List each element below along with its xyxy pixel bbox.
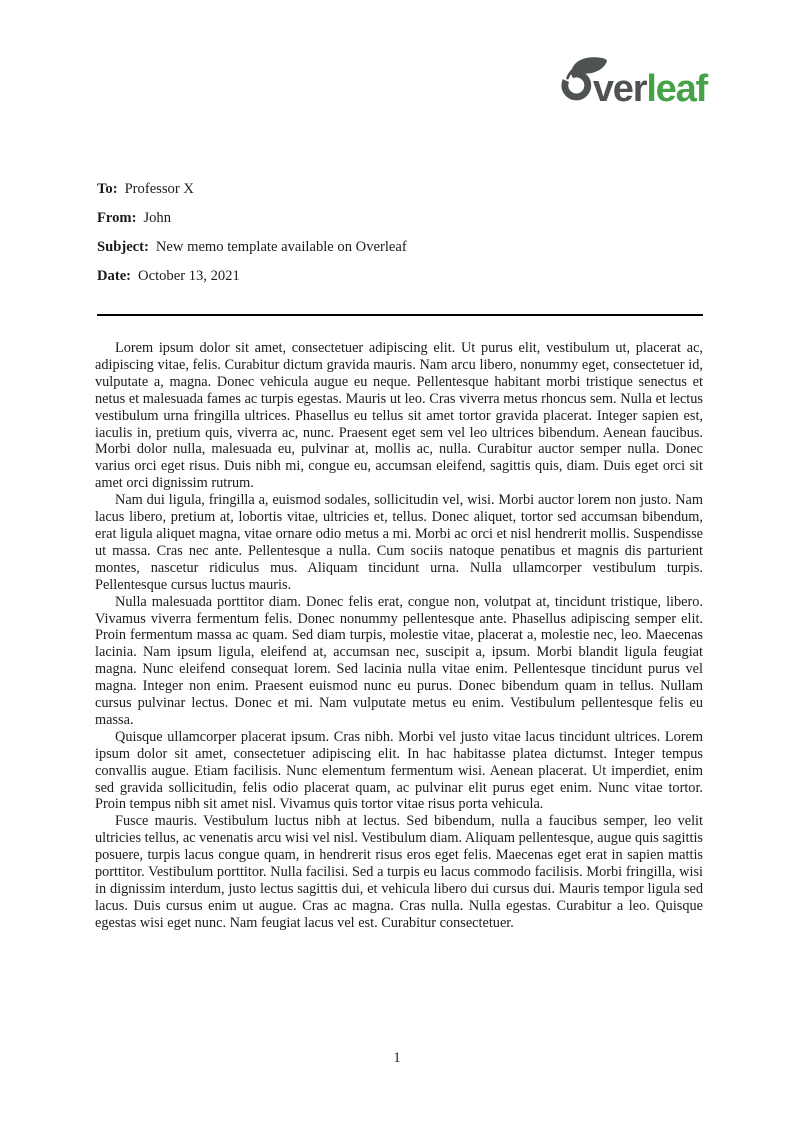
header-divider-rule [97,314,703,316]
memo-field-date [97,268,703,285]
memo-field-value: Professor X [124,181,194,197]
memo-header [97,181,703,297]
memo-field-label: To: [97,181,118,197]
body-paragraph: Nam dui ligula, fringilla a, euismod sodales, sollicitudin vel, wisi. Morbi auctor lorem non justo. Nam lacus libero, pretium at, lobortis vitae, ultricies et, tellus. Donec aliquet, tortor sed accumsan bibendum, erat ligula aliquet magna, vitae ornare odio metus a mi. Morbi ac orci et nisl hendrerit mollis. Suspendisse ut massa. Cras nec ante. Pellentesque a nulla. Cum sociis natoque penatibus et magnis dis parturient montes, nascetur ridiculus mus. Aliquam tincidunt urna. Nulla ullamcorper vestibulum turpis. Pellentesque cursus luctus mauris. [95,492,703,593]
memo-field-to [97,181,703,198]
body-paragraph: Quisque ullamcorper placerat ipsum. Cras nibh. Morbi vel justo vitae lacus tincidunt ultrices. Lorem ipsum dolor sit amet, consectetuer adipiscing elit. In hac habitasse platea dictumst. Integer tempus convallis augue. Etiam facilisis. Nunc elementum fermentum wisi. Aenean placerat. Ut imperdiet, enim sed gravida sollicitudin, felis odio placerat quam, ac pulvinar elit purus eget enim. Nunc vitae tortor. Proin tempus nibh sit amet nisl. Vivamus quis tortor vitae risus porta vehicula. [95,728,703,813]
memo-field-from [97,210,703,227]
overleaf-logo [561,57,707,111]
page-number: 1 [393,1050,401,1066]
logo-text-gray: ver [592,68,647,110]
memo-field-label: From: [97,210,137,226]
memo-field-label: Date: [97,268,132,284]
body-paragraph: Nulla malesuada porttitor diam. Donec felis erat, congue non, volutpat at, tincidunt tristique, libero. Vivamus viverra fermentum felis. Donec nonummy pellentesque ante. Phasellus adipiscing semper elit. Proin fermentum massa ac quam. Sed diam turpis, molestie vitae, placerat a, molestie nec, leo. Maecenas lacinia. Nam ipsum ligula, eleifend at, accumsan nec, suscipit a, ipsum. Morbi blandit ligula feugiat magna. Nunc eleifend consequat lorem. Sed lacinia nulla vitae enim. Pellentesque tincidunt purus vel magna. Integer non enim. Praesent euismod nunc eu purus. Donec bibendum quam in tellus. Nullam cursus pulvinar lectus. Donec et mi. Nam vulputate metus eu enim. Vestibulum pellentesque felis eu massa. [95,593,703,728]
memo-field-value: New memo template available on Overleaf [155,239,407,255]
memo-field-label: Subject: [97,239,149,255]
body-paragraph: Fusce mauris. Vestibulum luctus nibh at lectus. Sed bibendum, nulla a faucibus semper, leo velit ultricies tellus, ac venenatis arcu wisi vel nisl. Vestibulum diam. Aliquam pellentesque, augue quis sagittis posuere, turpis lacus congue quam, in hendrerit risus eros eget felis. Maecenas eget erat in sapien mattis porttitor. Vestibulum porttitor. Nulla facilisi. Sed a turpis eu lacus commodo facilisis. Morbi fringilla, wisi in dignissim interdum, justo lectus sagittis dui, et vehicula libero dui cursus dui. Mauris tempor ligula sed lacus. Duis cursus enim ut augue. Cras ac magna. Cras nulla. Nulla egestas. Curabitur a leo. Quisque egestas wisi eget nunc. Nam feugiat lacus vel est. Curabitur consectetuer. [95,813,703,931]
body-paragraph: Lorem ipsum dolor sit amet, consectetuer adipiscing elit. Ut purus elit, vestibulum ut, placerat ac, adipiscing vitae, felis. Curabitur dictum gravida mauris. Nam arcu libero, nonummy eget, consectetuer id, vulputate a, magna. Donec vehicula augue eu neque. Pellentesque habitant morbi tristique senectus et netus et malesuada fames ac turpis egestas. Mauris ut leo. Cras viverra metus rhoncus sem. Nulla et lectus vestibulum urna fringilla ultrices. Phasellus eu tellus sit amet tortor gravida placerat. Integer sapien est, iaculis in, pretium quis, viverra ac, nunc. Praesent eget sem vel leo ultrices bibendum. Aenean faucibus. Morbi dolor nulla, malesuada eu, pulvinar at, mollis ac, nulla. Curabitur auctor semper nulla. Donec varius orci eget risus. Duis nibh mi, congue eu, accumsan eleifend, sagittis quis, diam. Duis eget orci sit amet orci dignissim rutrum. [95,340,703,492]
logo-text-green: leaf [646,68,707,110]
memo-field-subject [97,239,703,256]
memo-field-value: October 13, 2021 [138,268,240,284]
memo-field-value: John [143,210,172,226]
memo-body [95,340,703,932]
